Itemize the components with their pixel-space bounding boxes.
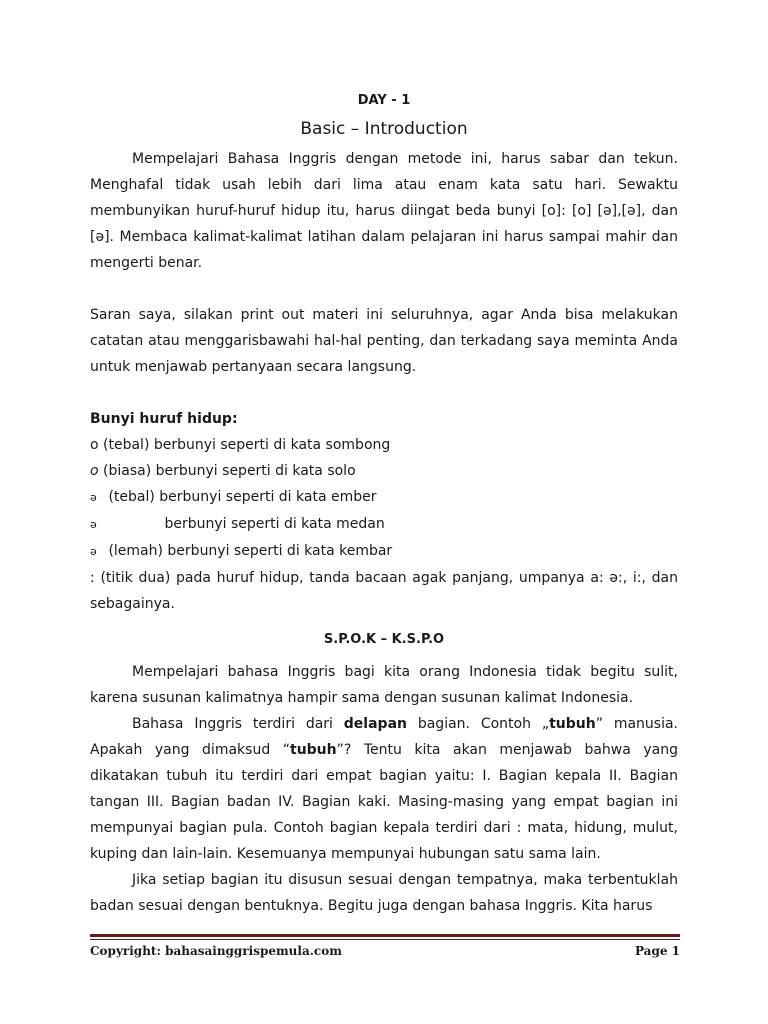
vowel-row (90, 484, 678, 511)
footer-rule-thin (90, 939, 680, 940)
page-content (90, 88, 678, 919)
vowel-description: (tebal) berbunyi seperti di kata sombong (103, 437, 391, 453)
colon-note: : (titik dua) pada huruf hidup, tanda bacaan agak panjang, umpanya a: ə:, i:, dan sebagainya. (90, 570, 678, 612)
vowel-symbol: ə (90, 491, 97, 504)
spok-paragraph-1: Mempelajari bahasa Inggris bagi kita orang Indonesia tidak begitu sulit, karena susunan kalimatnya hampir sama dengan susunan kalimat Indonesia. (90, 664, 678, 706)
vowel-symbol: o (90, 463, 99, 479)
bold-word: tubuh (290, 742, 337, 758)
vowel-symbol: ə (90, 518, 97, 531)
vowel-description: (biasa) berbunyi seperti di kata solo (103, 463, 356, 479)
vowel-symbol: ə (90, 545, 97, 558)
intro-paragraph-2: Saran saya, silakan print out materi ini seluruhnya, agar Anda bisa melakukan catatan atau menggarisbawahi hal-hal penting, dan terkadang saya meminta Anda untuk menjawab pertanyaan secara langsung. (90, 307, 678, 375)
day-label: DAY - 1 (357, 93, 411, 108)
vowel-description: berbunyi seperti di kata medan (164, 516, 385, 532)
page-title: Basic – Introduction (300, 119, 468, 139)
spok-paragraph-3: Jika setiap bagian itu disusun sesuai dengan tempatnya, maka terbentuklah badan sesuai dengan bentuknya. Begitu juga dengan bahasa Inggris. Kita harus (90, 872, 678, 914)
vowel-row (90, 458, 678, 484)
vowel-symbol: o (90, 437, 99, 453)
vowel-row (90, 538, 678, 565)
vowel-description: (tebal) berbunyi seperti di kata ember (108, 489, 377, 505)
page-footer (90, 944, 680, 958)
vowel-row (90, 432, 678, 458)
bold-word: delapan (343, 716, 407, 732)
section-heading: S.P.O.K – K.S.P.O (323, 632, 445, 647)
intro-paragraph-1: Mempelajari Bahasa Inggris dengan metode ini, harus sabar dan tekun. Menghafal tidak usah lebih dari lima atau enam kata satu hari. Sewaktu membunyikan huruf-huruf hidup itu, harus diingat beda bunyi [o]: [o] [ə],[ə], dan [ə]. Membaca kalimat-kalimat latihan dalam pelajaran ini harus sampai mahir dan mengerti benar. (90, 151, 678, 271)
footer-copyright: Copyright: bahasainggrispemula.com (90, 944, 342, 958)
spok-paragraph-2: Bahasa Inggris terdiri dari delapan bagian. Contoh „tubuh” manusia. Apakah yang dimaksud “tubuh”? Tentu kita akan menjawab bahwa yang dikatakan tubuh itu terdiri dari empat bagian yaitu: I. Bagian kepala II. Bagian tangan III. Bagian badan IV. Bagian kaki. Masing-masing yang empat bagian ini mempunyai bagian pula. Contoh bagian kepala terdiri dari : mata, hidung, mulut, kuping dan lain-lain. Kesemuanya mempunyai hubungan satu sama lain. (90, 716, 678, 862)
vowel-description: (lemah) berbunyi seperti di kata kembar (108, 543, 393, 559)
footer-rule (90, 934, 680, 937)
vowels-heading: Bunyi huruf hidup: (90, 411, 238, 427)
vowel-row (90, 511, 678, 538)
bold-word: tubuh (549, 716, 596, 732)
page-number: Page 1 (634, 944, 680, 958)
